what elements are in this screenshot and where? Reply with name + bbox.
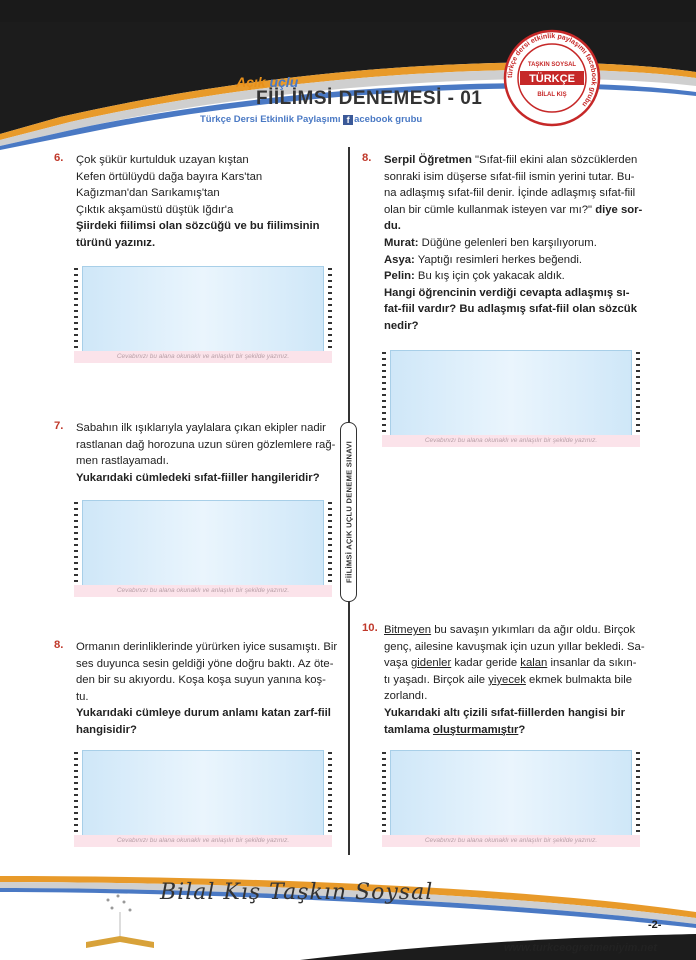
dialog-speaker: Asya:	[384, 253, 415, 266]
question-text-line: rastlanan dağ horozuna uzun süren gözlemlere rağ-	[76, 438, 336, 451]
question-prompt: Şiirdeki fiilimsi olan sözcüğü ve bu fiilimsinin	[76, 220, 320, 233]
dialog-speaker: Murat:	[384, 236, 419, 249]
answer-box-8[interactable]	[74, 750, 332, 847]
facebook-group-label: acebook grubu	[354, 114, 423, 125]
question-text-line: Kefen örtülüydü dağa bayıra Kars'tan	[76, 170, 263, 183]
answer-hint: Cevabınızı bu alana okunaklı ve anlaşılır bir şekilde yazınız.	[382, 835, 640, 847]
question-prompt: nedir?	[384, 319, 419, 332]
question-text-line: Çıktık akşamüstü düştük Iğdır'a	[76, 203, 234, 216]
answer-box-6[interactable]	[74, 266, 332, 363]
question-8	[76, 639, 338, 739]
question-6	[76, 152, 338, 252]
question-prompt: fat-fiil vardır? Bu adlaşmış sıfat-fiil olan sözcük	[384, 303, 637, 316]
dialog-line: Bu kış için çok yakacak aldık.	[414, 270, 565, 283]
seal-bottom-name: BİLAL KIŞ	[537, 92, 567, 98]
side-label-text: FİİLİMSİ AÇIK UÇLU DENEME SINAVI	[344, 440, 353, 584]
title-subtext	[200, 114, 422, 125]
question-8-right	[384, 152, 642, 335]
underlined-word: gidenler	[411, 657, 452, 670]
question-text-bold: du.	[384, 220, 401, 233]
question-text: tı yaşadı. Birçok aile	[384, 673, 489, 686]
dialog-line: Yaptığı resimleri herkes beğendi.	[414, 253, 583, 266]
seal-stamp	[502, 28, 602, 128]
question-text-line: na adlaşmış sıfat-fiil denir. İçinde adlaşmış sıfat-fiil	[384, 187, 636, 200]
question-text: ekmek bulmakta bile	[525, 673, 633, 686]
answer-box-10[interactable]	[382, 750, 640, 847]
side-label	[340, 422, 357, 602]
seal-ring-text: türkçe dersi etkinlik paylaşımı facebook grubu	[506, 32, 598, 108]
question-text-line: tu.	[76, 690, 89, 703]
question-text-line: Kağızman'dan Sarıkamış'tan	[76, 187, 220, 200]
book-icon	[86, 895, 154, 949]
question-prompt: Yukarıdaki altı çizili sıfat-fiillerden hangisi bir	[384, 706, 626, 719]
signature: Bilal Kış Taşkın Soysal	[160, 880, 434, 905]
question-text-line: Ormanın derinliklerinde yürürken iyice susamıştı. Bir	[76, 641, 338, 653]
question-text-line: genç, ailesine kavuşmak için uzun yıllar bekledi. Sa-	[384, 640, 645, 653]
facebook-icon: f	[343, 115, 353, 125]
question-prompt: ?	[518, 723, 526, 736]
answer-hint: Cevabınızı bu alana okunaklı ve anlaşılır bir şekilde yazınız.	[74, 351, 332, 363]
dialog-line: Düğüne gelenleri ben karşılıyorum.	[418, 236, 597, 249]
speaker-name: Serpil Öğretmen	[384, 154, 472, 166]
seal-center-text: TÜRKÇE	[529, 73, 575, 85]
question-7	[76, 420, 338, 486]
question-number-8-right: 8.	[362, 152, 372, 164]
question-number-7: 7.	[54, 420, 64, 432]
question-text-line: ses duyunca sesin geldiği yöne doğru baktı. Az öte-	[76, 657, 334, 670]
answer-hint: Cevabınızı bu alana okunaklı ve anlaşılır bir şekilde yazınız.	[74, 835, 332, 847]
question-prompt: tamlama	[384, 723, 433, 736]
exam-type-ended: uçlu	[269, 74, 299, 90]
website-link[interactable]: www.turkceogretmeniyim.net	[504, 942, 658, 954]
question-prompt: Hangi öğrencinin verdiği cevapta adlaşmış sı-	[384, 286, 630, 299]
exam-page	[0, 22, 696, 960]
underlined-word: yiyecek	[488, 673, 526, 686]
question-number-6: 6.	[54, 152, 64, 164]
question-text: bu savaşın yıkımları da ağır oldu. Birçok	[431, 624, 636, 636]
question-number-8: 8.	[54, 639, 64, 651]
question-text: "Sıfat-fiil ekini alan sözcüklerden	[471, 154, 638, 166]
question-prompt: Yukarıdaki cümledeki sıfat-fiiller hangileridir?	[76, 471, 320, 484]
question-text: olan bir cümle kullanmak isteyen var mı?"	[384, 203, 593, 216]
dialog-speaker: Pelin:	[384, 270, 415, 283]
exam-type-open: Açık	[236, 74, 270, 90]
underlined-word: kalan	[520, 657, 548, 670]
answer-box-8-right[interactable]	[382, 350, 640, 447]
question-text-line: den bir su akıyordu. Koşa koşa suyun yanına koş-	[76, 674, 326, 687]
question-prompt: Yukarıdaki cümleye durum anlamı katan zarf-fiil	[76, 707, 331, 720]
seal-top-name: TAŞKIN SOYSAL	[527, 62, 577, 68]
question-text: kadar geride	[451, 657, 521, 670]
question-prompt: hangisidir?	[76, 723, 137, 736]
question-text-line: men rastlayamadı.	[76, 455, 169, 468]
underlined-word: Bitmeyen	[384, 624, 432, 636]
question-10	[384, 622, 645, 738]
question-text: insanlar da sıkın-	[547, 657, 637, 670]
question-text-line: Çok şükür kurtulduk uzayan kıştan	[76, 154, 249, 166]
question-text-bold: diye sor-	[592, 203, 643, 216]
title-subtext-label: Türkçe Dersi Etkinlik Paylaşımı	[200, 114, 344, 125]
question-prompt: türünü yazınız.	[76, 236, 156, 249]
question-text: vaşa	[384, 657, 412, 670]
page-title: FİİLİMSİ DENEMESİ - 01	[256, 88, 483, 109]
answer-box-7[interactable]	[74, 500, 332, 597]
question-text-line: sonraki isim düşerse sıfat-fiil ismin yerini tutar. Bu-	[384, 170, 635, 183]
underlined-word: oluşturmamıştır	[432, 723, 519, 736]
question-text-line: Sabahın ilk ışıklarıyla yaylalara çıkan ekipler nadir	[76, 422, 326, 434]
answer-hint: Cevabınızı bu alana okunaklı ve anlaşılır bir şekilde yazınız.	[382, 435, 640, 447]
answer-hint: Cevabınızı bu alana okunaklı ve anlaşılır bir şekilde yazınız.	[74, 585, 332, 597]
question-number-10: 10.	[362, 622, 378, 634]
question-text-line: zorlandı.	[384, 690, 428, 703]
page-number: -2-	[648, 919, 662, 931]
